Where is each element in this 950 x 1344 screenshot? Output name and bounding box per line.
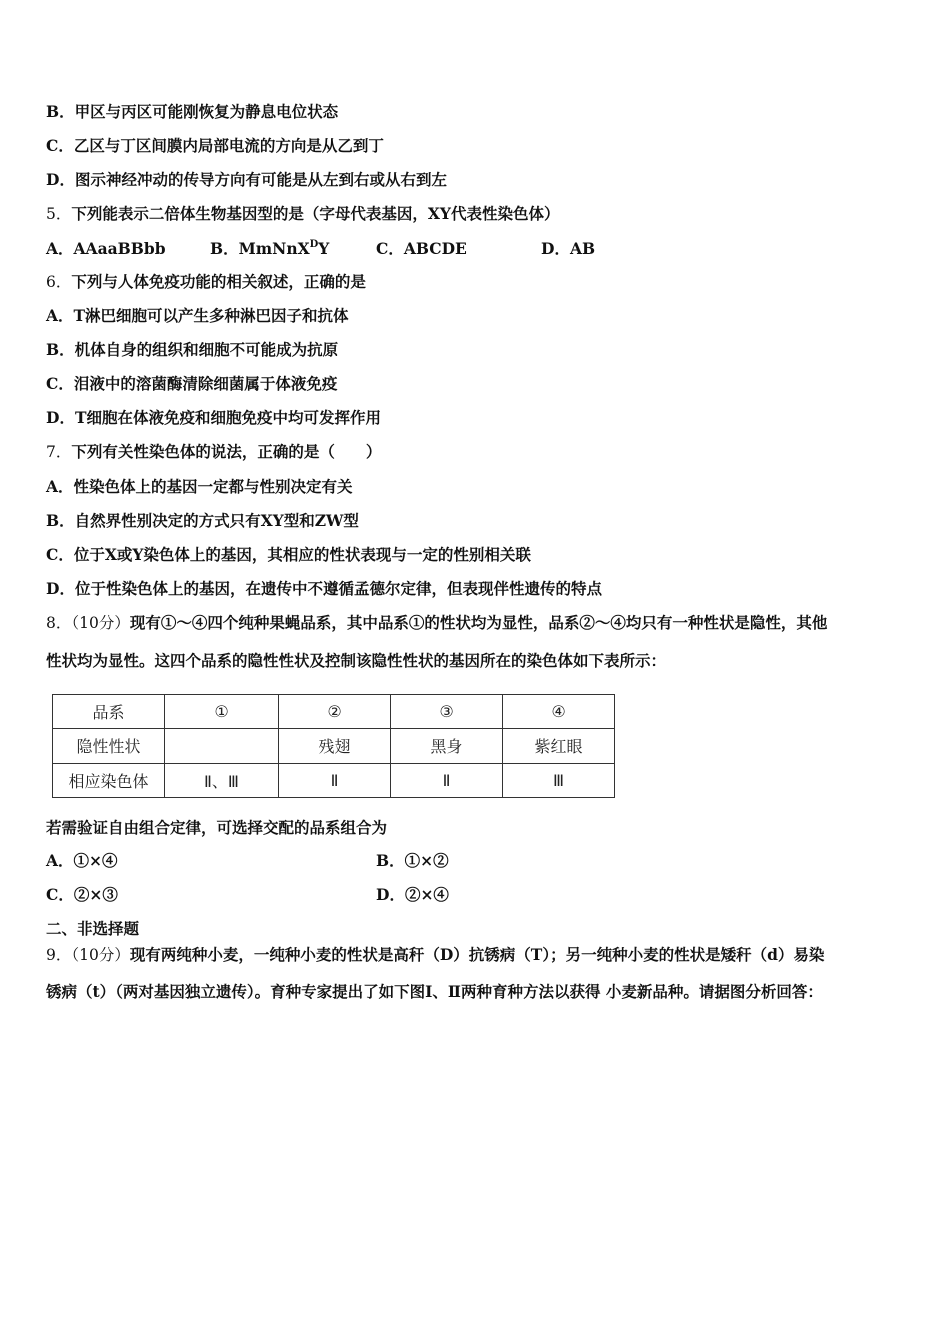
table-cell: 残翅: [279, 729, 391, 763]
q8-option-b: B．①×②: [376, 851, 449, 870]
q9-stem-line2: 锈病（t）（两对基因独立遗传）。育种专家提出了如下图Ⅰ、Ⅱ两种育种方法以获得 小麦新品种。请据图分析回答：: [46, 982, 823, 1001]
question-score: （10分）: [71, 946, 130, 964]
q6-stem: [46, 272, 366, 292]
table-cell: ③: [391, 695, 503, 729]
table-cell: ④: [503, 695, 615, 729]
q5-stem: [46, 204, 559, 224]
table-header-row: [53, 695, 615, 729]
table-cell: Ⅱ: [279, 763, 391, 797]
table-cell: Ⅱ: [391, 763, 503, 797]
table-cell: 黑身: [391, 729, 503, 763]
q6-option-a: A．T淋巴细胞可以产生多种淋巴因子和抗体: [46, 306, 349, 325]
q6-option-d: D．T细胞在体液免疫和细胞免疫中均可发挥作用: [46, 408, 381, 427]
q8-question: 若需验证自由组合定律，可选择交配的品系组合为: [46, 818, 388, 837]
question-text: 下列有关性染色体的说法，正确的是（ ）: [71, 442, 382, 461]
question-text: 现有两纯种小麦，一纯种小麦的性状是高秆（D）抗锈病（T）；另一纯种小麦的性状是矮秆（d）易染: [129, 945, 825, 964]
q7-option-a: A．性染色体上的基因一定都与性别决定有关: [46, 477, 353, 496]
table-cell: ②: [279, 695, 391, 729]
question-text: 下列与人体免疫功能的相关叙述，正确的是: [71, 272, 366, 291]
table-row: [53, 729, 615, 763]
strain-table: [52, 694, 615, 798]
table-cell: ①: [165, 695, 279, 729]
question-text: 现有①～④四个纯种果蝇品系，其中品系①的性状均为显性，品系②～④均只有一种性状是隐性，其他: [129, 613, 828, 632]
question-number: 5．: [46, 205, 72, 223]
q7-option-c: C．位于X或Y染色体上的基因，其相应的性状表现与一定的性别相关联: [46, 545, 531, 564]
question-text: 下列能表示二倍体生物基因型的是（字母代表基因，XY代表性染色体）: [71, 204, 560, 223]
question-score: （10分）: [71, 614, 130, 632]
table-cell: Ⅲ: [503, 763, 615, 797]
q5-option-d: D．AB: [541, 239, 596, 258]
table-cell: [165, 729, 279, 763]
q7-option-d: D．位于性染色体上的基因，在遗传中不遵循孟德尔定律，但表现伴性遗传的特点: [46, 579, 602, 598]
q5-option-c: C．ABCDE: [376, 239, 467, 258]
q8-option-c: C．②×③: [46, 885, 118, 904]
superscript: D: [309, 239, 319, 250]
q9-stem-line1: [46, 945, 824, 965]
q4-option-b: B．甲区与丙区可能刚恢复为静息电位状态: [46, 102, 339, 121]
table-row: [53, 763, 615, 797]
q8-option-d: D．②×④: [376, 885, 449, 904]
section-title: 二、非选择题: [46, 919, 140, 938]
question-number: 6．: [46, 273, 72, 291]
q4-option-c: C．乙区与丁区间膜内局部电流的方向是从乙到丁: [46, 136, 384, 155]
q8-stem-line2: 性状均为显性。这四个品系的隐性性状及控制该隐性性状的基因所在的染色体如下表所示：: [46, 651, 667, 670]
q4-option-d: D．图示神经冲动的传导方向有可能是从左到右或从右到左: [46, 170, 447, 189]
table-cell: 紫红眼: [503, 729, 615, 763]
table-cell: 相应染色体: [53, 763, 165, 797]
question-number: 9．: [46, 946, 72, 964]
table-cell: 品系: [53, 695, 165, 729]
option-text: B．MmNnX: [210, 239, 310, 258]
q7-stem: [46, 442, 381, 462]
q6-option-c: C．泪液中的溶菌酶清除细菌属于体液免疫: [46, 374, 338, 393]
option-text-tail: Y: [318, 239, 330, 258]
q6-option-b: B．机体自身的组织和细胞不可能成为抗原: [46, 340, 339, 359]
table-cell: 隐性性状: [53, 729, 165, 763]
q8-stem-line1: [46, 613, 827, 633]
q8-option-a: A．①×④: [46, 851, 118, 870]
question-number: 7．: [46, 443, 72, 461]
q5-option-b: [210, 239, 329, 259]
q5-option-a: A．AAaaBBbb: [46, 239, 166, 258]
q7-option-b: B．自然界性别决定的方式只有XY型和ZW型: [46, 511, 359, 530]
table-cell: Ⅱ、Ⅲ: [165, 763, 279, 797]
question-number: 8．: [46, 614, 72, 632]
